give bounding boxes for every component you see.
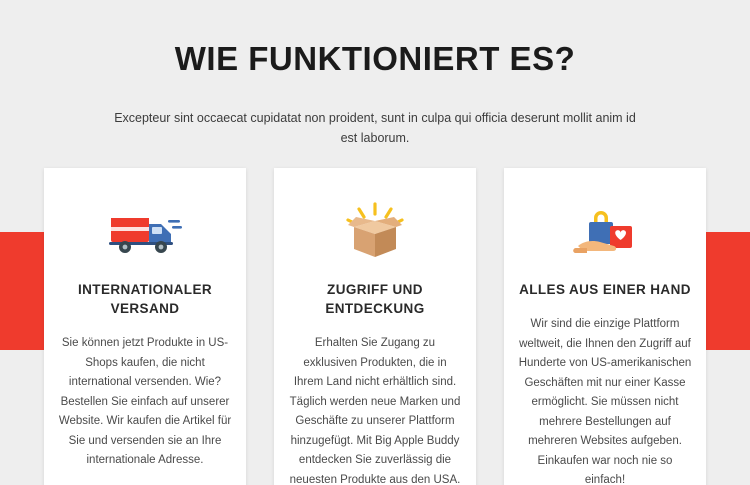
feature-card-text: Wir sind die einzige Plattform weltweit, die Ihnen den Zugriff auf Hunderte von US-amerikanischen Geschäften mit nur einer Kasse ermöglicht. Sie müssen nicht mehrere Bestellungen auf mehreren Websites aufgeben. Einkaufen war noch nie so einfach!: [518, 318, 692, 485]
feature-card-list: [44, 168, 706, 485]
open-box-icon: [336, 198, 414, 266]
feature-card-title: INTERNATIONALER VERSAND: [78, 282, 212, 316]
feature-card-access-discovery: [274, 168, 476, 485]
feature-card-title: ZUGRIFF UND ENTDECKUNG: [325, 282, 425, 316]
delivery-truck-icon: [106, 198, 184, 266]
page-subtitle: Excepteur sint occaecat cupidatat non proident, sunt in culpa qui officia deserunt mollit anim id est laborum.: [114, 110, 636, 145]
feature-card-one-stop-shop: [504, 168, 706, 485]
accent-bar-left: [0, 232, 46, 350]
page-title: WIE FUNKTIONIERT ES?: [174, 40, 576, 77]
feature-card-text: Sie können jetzt Produkte in US-Shops kaufen, die nicht international versenden. Wie? Bestellen Sie einfach auf unserer Website. Wir kaufen die Artikel für Sie und versenden sie an Ihre internationale Adresse.: [58, 337, 232, 466]
feature-card-text: Erhalten Sie Zugang zu exklusiven Produkten, die in Ihrem Land nicht erhältlich sind. Täglich werden neue Marken und Geschäfte zu unserer Plattform hinzugefügt. Mit Big Apple Buddy entdecken Sie zuverlässig die neuesten Produkte aus den USA.: [289, 337, 461, 485]
feature-card-title: ALLES AUS EINER HAND: [519, 282, 691, 297]
shopping-bags-icon: [566, 198, 644, 266]
feature-card-international-shipping: [44, 168, 246, 485]
accent-bar-right: [704, 232, 750, 350]
